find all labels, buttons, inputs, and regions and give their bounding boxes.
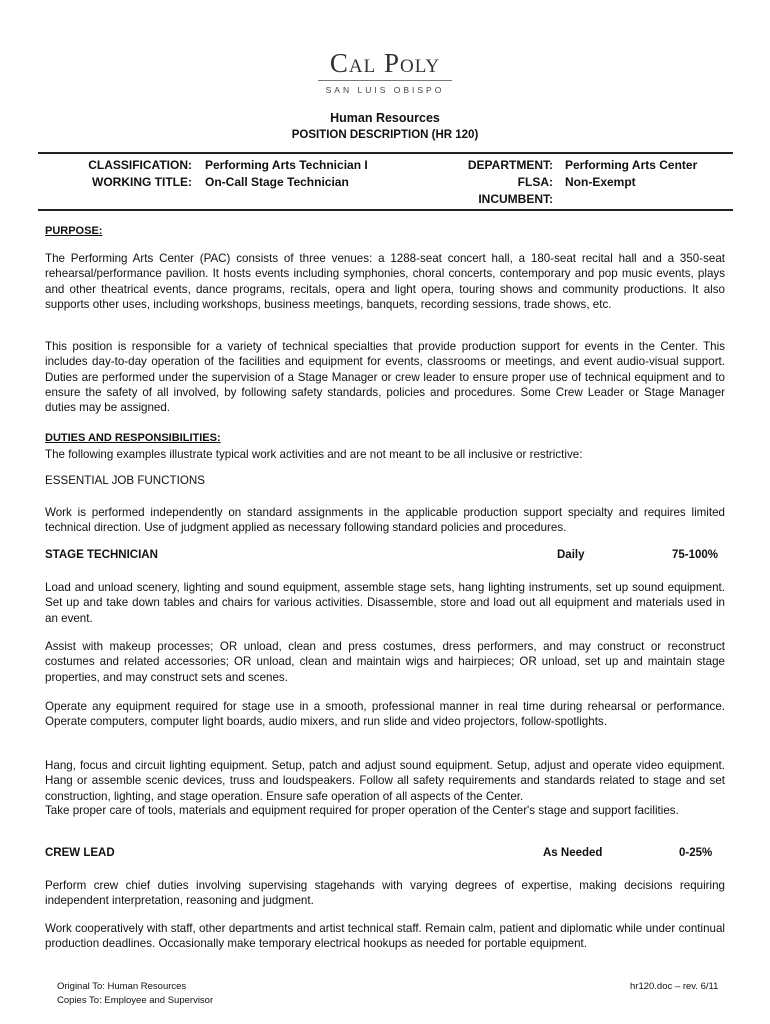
duties-heading: DUTIES AND RESPONSIBILITIES: — [45, 432, 221, 444]
logo-divider — [318, 80, 452, 81]
crew-paragraph-2: Work cooperatively with staff, other departments and artist technical staff. Remain calm, patient and diplomatic while under continual production deadlines. Occasionally make temporary electrical hookups as needed for portable equipment. — [45, 922, 725, 951]
essential-functions-label: ESSENTIAL JOB FUNCTIONS — [45, 474, 205, 487]
crew-lead-percent: 0-25% — [679, 847, 713, 859]
crew-paragraph-1: Perform crew chief duties involving supervising stagehands with varying degrees of expertise, making decisions requiring independent interpretation, reasoning and judgment. — [45, 879, 725, 908]
stage-technician-title: STAGE TECHNICIAN — [45, 549, 158, 561]
duties-intro: The following examples illustrate typical work activities and are not meant to be all inclusive or restrictive: — [45, 448, 583, 461]
work-paragraph: Work is performed independently on standard assignments in the applicable production support specialty and requires limited technical direction. Use of judgment applied as necessary following standard policies and procedures. — [45, 506, 725, 535]
classification-value: Performing Arts Technician I — [205, 158, 368, 172]
footer-doc-revision: hr120.doc – rev. 6/11 — [630, 981, 719, 992]
stage-paragraph-1: Load and unload scenery, lighting and sound equipment, assemble stage sets, hang lighting instruments, set up sound equipment. Set up and take down tables and chairs for various activities. Disassemble, store and load out all equipment and materials used in an event. — [45, 581, 725, 625]
footer-copies-to: Copies To: Employee and Supervisor — [57, 995, 214, 1006]
purpose-heading: PURPOSE: — [45, 225, 103, 237]
working-title-value: On-Call Stage Technician — [205, 175, 349, 189]
document-title: Human Resources — [330, 111, 440, 125]
crew-lead-title: CREW LEAD — [45, 847, 115, 859]
stage-paragraph-3: Operate any equipment required for stage use in a smooth, professional manner in real time during rehearsal or performance. Operate computers, computer light boards, audio mixers, and run slide and video projectors, follow-spotlights. — [45, 700, 725, 729]
stage-paragraph-4: Hang, focus and circuit lighting equipment. Setup, patch and adjust sound equipment. Setup, adjust and operate video equipment. Hang or assemble scenic devices, truss and loudspeakers. Follow all safety requirements and standards related to stage and set construction, lighting, and stage operation. Ensure safe operation of all aspects of the Center. — [45, 759, 725, 803]
classification-label: CLASSIFICATION: — [88, 158, 192, 172]
working-title-label: WORKING TITLE: — [92, 175, 192, 189]
purpose-paragraph-1: The Performing Arts Center (PAC) consists of three venues: a 1288-seat concert hall, a 180-seat recital hall and a 350-seat rehearsal/performance pavilion. It hosts events including symphonies, choral concerts, contemporary and pop music events, plays and other theatrical events, dance programs, recitals, opera and light opera, touring shows and community productions. It also supports other uses, including workshops, business meetings, banquets, recording sessions, trade shows, etc. — [45, 252, 725, 311]
stage-technician-percent: 75-100% — [672, 549, 719, 561]
footer-original-to: Original To: Human Resources — [57, 981, 187, 992]
purpose-paragraph-2: This position is responsible for a variety of technical specialties that provide production support for events in the Center. This includes day-to-day operation of the facilities and equipment for events, classrooms or meetings, and event audio-visual support. Duties are performed under the supervision of a Stage Manager or crew leader to ensure proper use of technical equipment and to ensure the safety of all involved, by following safety standards, policies and procedures. Some Crew Leader or Stage Manager duties may be assigned. — [45, 340, 725, 415]
top-rule — [38, 152, 733, 154]
document-subtitle: POSITION DESCRIPTION (HR 120) — [291, 129, 479, 141]
flsa-label: FLSA: — [517, 175, 553, 189]
stage-paragraph-2: Assist with makeup processes; OR unload, clean and press costumes, dress performers, and may construct or reconstruct costumes and related accessories; OR unload, clean and maintain wigs and hairpieces; OR unload, set up and maintain stage properties, and may construct sets and scenes. — [45, 640, 725, 684]
stage-technician-frequency: Daily — [557, 549, 585, 561]
crew-lead-frequency: As Needed — [543, 847, 603, 859]
incumbent-label: INCUMBENT: — [478, 192, 553, 206]
cal-poly-logo: Cal Poly — [329, 48, 441, 78]
stage-paragraph-5: Take proper care of tools, materials and equipment required for proper operation of the Center's stage and support facilities. — [45, 804, 679, 817]
department-value: Performing Arts Center — [565, 158, 698, 172]
flsa-value: Non-Exempt — [565, 175, 636, 189]
logo-subtitle: SAN LUIS OBISPO — [325, 85, 445, 95]
department-label: DEPARTMENT: — [467, 158, 553, 172]
bottom-rule — [38, 209, 733, 211]
